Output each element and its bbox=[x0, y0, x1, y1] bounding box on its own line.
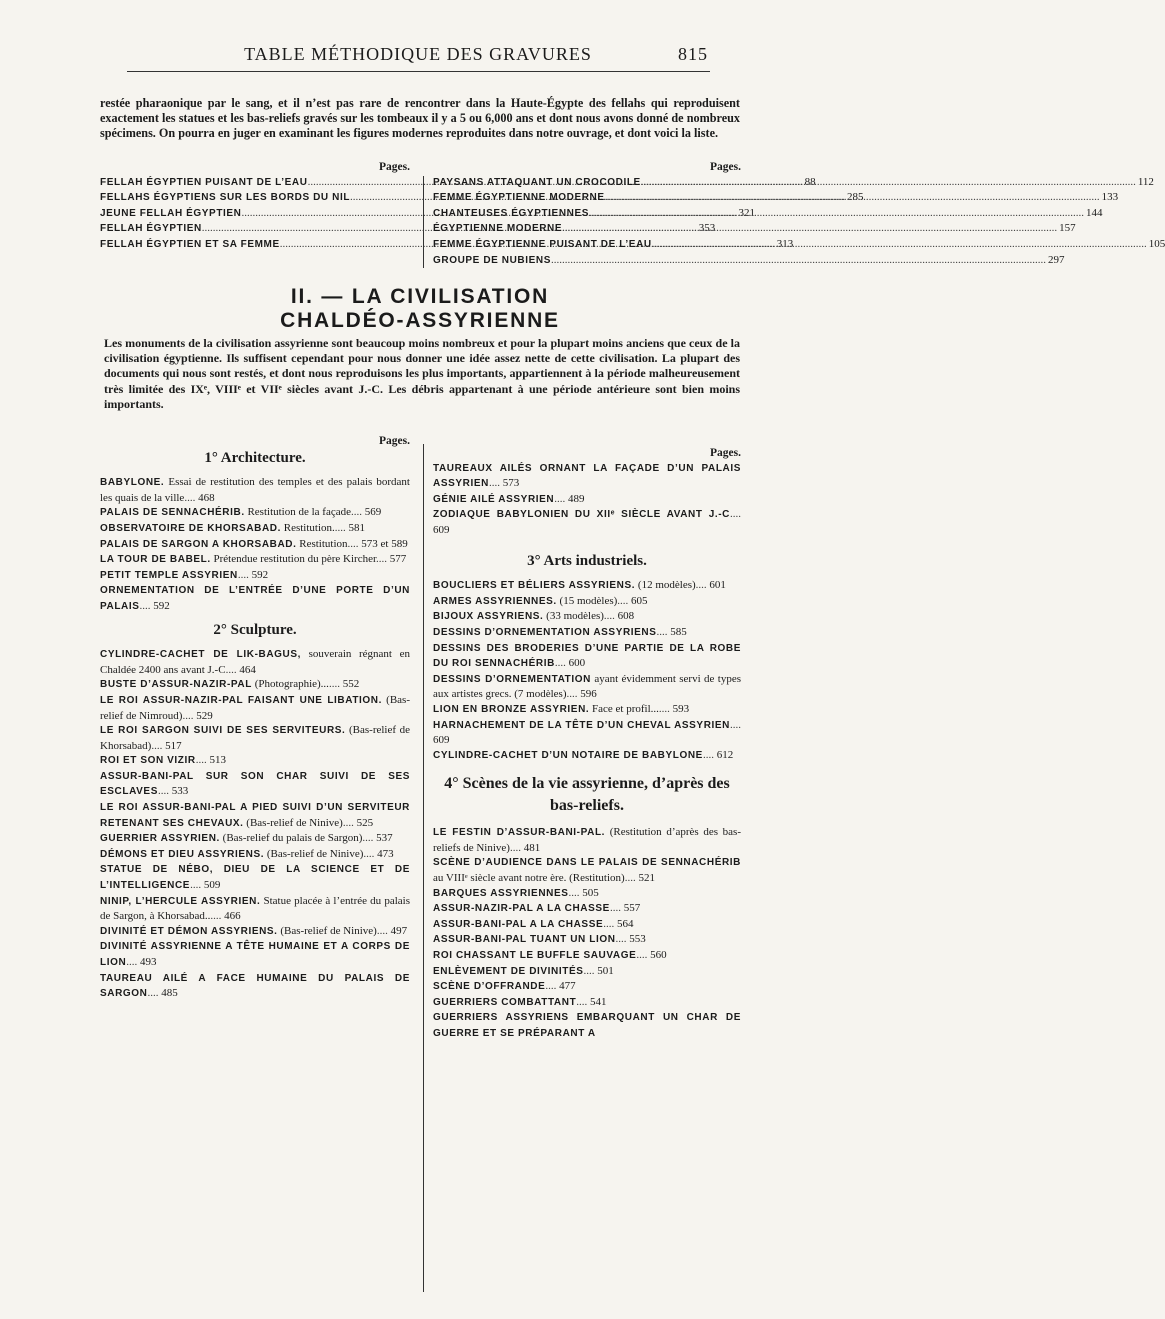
leader-dots: .... bbox=[195, 754, 207, 767]
leader-dots: .... bbox=[730, 718, 741, 731]
entry-description: (Bas-relief de Ninive) bbox=[243, 816, 343, 829]
running-title: TABLE MÉTHODIQUE DES GRAVURES bbox=[244, 44, 592, 64]
entry-page: 517 bbox=[162, 739, 182, 752]
entry-page: 553 bbox=[626, 933, 646, 946]
entry-title: ÉGYPTIENNE MODERNE bbox=[433, 223, 563, 235]
entry-page: 560 bbox=[647, 949, 667, 962]
leader-dots: .... bbox=[617, 594, 629, 607]
list-item bbox=[100, 537, 410, 553]
leader-dots: .... bbox=[545, 980, 557, 993]
entry-page: 133 bbox=[1101, 191, 1119, 204]
entry-page: 112 bbox=[1137, 175, 1154, 188]
entry-page: 569 bbox=[362, 506, 382, 519]
entry-page: 144 bbox=[1086, 206, 1103, 219]
entry-page: 592 bbox=[248, 568, 269, 581]
entry-title: ARMES ASSYRIENNES. bbox=[433, 595, 557, 607]
leader-dots: .... bbox=[603, 610, 615, 623]
list-item bbox=[433, 641, 741, 672]
entry-description: (Restitution d’après des bas-reliefs de Ninive) bbox=[433, 826, 741, 854]
list-item bbox=[100, 723, 410, 753]
leader-dots: .... bbox=[568, 886, 580, 899]
entry-page: 509 bbox=[201, 879, 221, 892]
right-column bbox=[433, 446, 741, 1042]
list-item bbox=[100, 769, 410, 800]
entry-page: 466 bbox=[221, 910, 241, 923]
entry-title: LE ROI ASSUR-BANI-PAL A PIED SUIVI D’UN SERVITEUR RETENANT SES CHEVAUX. bbox=[100, 802, 410, 829]
entry-title: DIVINITÉ ET DÉMON ASSYRIENS. bbox=[100, 925, 278, 937]
leader-dots: .... bbox=[147, 987, 159, 1000]
entry-description: (Bas-relief du palais de Sargon) bbox=[219, 832, 363, 845]
list-item bbox=[433, 855, 741, 885]
pages-label: Pages. bbox=[379, 435, 410, 447]
entry-title: BABYLONE. bbox=[100, 477, 165, 489]
entry-title: ASSUR-NAZIR-PAL A LA CHASSE bbox=[433, 903, 610, 915]
entry-title: CYLINDRE-CACHET DE LIK-BAGUS, bbox=[100, 649, 302, 661]
entry-page: 525 bbox=[353, 816, 374, 829]
leader-dots: .... bbox=[126, 956, 138, 968]
entry-title: FELLAH ÉGYPTIEN ET SA FEMME bbox=[100, 238, 280, 250]
entry-page: 313 bbox=[776, 237, 794, 250]
entry-page: 464 bbox=[236, 663, 256, 676]
leader-dots: .... bbox=[509, 841, 521, 854]
column-divider bbox=[423, 444, 424, 1292]
entry-page: 537 bbox=[373, 832, 393, 845]
entry-page: 353 bbox=[698, 222, 716, 235]
page-number: 815 bbox=[678, 44, 708, 64]
entry-page: 477 bbox=[556, 980, 576, 993]
entry-title: DESSINS D’ORNEMENTATION bbox=[433, 673, 591, 685]
entry-title: ZODIAQUE BABYLONIEN DU XIIᵉ SIÈCLE AVANT J.-C bbox=[433, 509, 730, 521]
leader-dots: .... bbox=[363, 847, 375, 860]
list-item bbox=[433, 932, 741, 948]
leader-dots: .... bbox=[157, 785, 169, 798]
entry-title: TAUREAUX AILÉS ORNANT LA FAÇADE D’UN PALAIS ASSYRIEN bbox=[433, 462, 741, 490]
pages-label: Pages. bbox=[710, 161, 741, 173]
entry-description: (33 modèles) bbox=[543, 610, 604, 623]
entry-title: LE FESTIN D’ASSUR-BANI-PAL. bbox=[433, 827, 606, 839]
entry-description: Essai de restitution des temples et des palais bordant les quais de la ville bbox=[100, 476, 410, 504]
list-item bbox=[100, 583, 410, 614]
list-item bbox=[433, 507, 741, 537]
entry-page: 564 bbox=[614, 917, 634, 930]
list-item bbox=[433, 625, 741, 641]
sculpture-list bbox=[100, 647, 410, 1002]
list-item bbox=[433, 917, 741, 933]
entry-title: TAUREAU AILÉ A FACE HUMAINE DU PALAIS DE SARGON bbox=[100, 972, 410, 1000]
entry-title: LE ROI ASSUR-NAZIR-PAL FAISANT UNE LIBATION. bbox=[100, 694, 382, 706]
entry-title: LA TOUR DE BABEL. bbox=[100, 554, 211, 566]
entry-title: ASSUR-BANI-PAL SUR SON CHAR SUIVI DE SES ESCLAVES bbox=[100, 770, 410, 798]
list-item bbox=[433, 1010, 741, 1041]
entry-page: 468 bbox=[195, 491, 215, 504]
entry-title: FELLAH ÉGYPTIEN bbox=[100, 223, 202, 235]
leader-dots: .... bbox=[554, 492, 566, 505]
entry-description: (Bas-relief de Ninive) bbox=[264, 847, 364, 860]
entry-title: FEMME ÉGYPTIENNE MODERNE bbox=[433, 192, 605, 204]
entry-title: PALAIS DE SENNACHÉRIB. bbox=[100, 507, 245, 519]
entry-page: 485 bbox=[158, 987, 178, 1000]
leader-dots bbox=[551, 253, 1046, 268]
entry-title: PAYSANS ATTAQUANT UN CROCODILE bbox=[433, 176, 641, 188]
entry-title: BUSTE D’ASSUR-NAZIR-PAL bbox=[100, 679, 252, 691]
list-item bbox=[100, 475, 410, 505]
section-title: II. — LA CIVILISATION CHALDÉO-ASSYRIENNE bbox=[280, 285, 560, 332]
entry-page: 612 bbox=[713, 748, 734, 761]
list-item bbox=[433, 979, 741, 995]
entry-page: 505 bbox=[579, 886, 599, 899]
entry-description: (15 modèles) bbox=[556, 594, 618, 607]
architecture-heading: 1° Architecture. bbox=[204, 449, 306, 466]
entry-page: 600 bbox=[565, 657, 586, 670]
list-item bbox=[433, 995, 741, 1011]
entry-title: ASSUR-BANI-PAL TUANT UN LION bbox=[433, 934, 616, 946]
leader-dots: .... bbox=[583, 964, 595, 977]
entry-page: 592 bbox=[150, 599, 170, 612]
entry-description: (Bas-relief de Nimroud) bbox=[100, 693, 410, 722]
entry-title: LE ROI SARGON SUIVI DE SES SERVITEURS. bbox=[100, 725, 346, 737]
entry-title: GÉNIE AILÉ ASSYRIEN bbox=[433, 493, 555, 505]
entry-title: FELLAHS ÉGYPTIENS SUR LES BORDS DU NIL bbox=[100, 192, 351, 204]
entry-title: ROI ET SON VIZIR bbox=[100, 755, 196, 767]
entry-page: 481 bbox=[520, 841, 541, 854]
entry-title: PALAIS DE SARGON A KHORSABAD. bbox=[100, 538, 297, 550]
entry-page: 501 bbox=[594, 964, 614, 977]
entry-title: PETIT TEMPLE ASSYRIEN bbox=[100, 569, 238, 581]
entry-page: 609 bbox=[433, 523, 450, 536]
entry-page: 573 bbox=[499, 477, 520, 490]
entry-page: 489 bbox=[565, 492, 585, 505]
leader-dots: .... bbox=[566, 688, 578, 701]
list-item bbox=[433, 672, 741, 702]
entry-description: au VIIIᵉ siècle avant notre ère. (Restitution) bbox=[433, 872, 625, 885]
leader-dots: .... bbox=[347, 537, 359, 550]
entry-page: 297 bbox=[1048, 253, 1065, 266]
entry-description: Restitution. bbox=[281, 521, 335, 534]
sculpture-heading: 2° Sculpture. bbox=[213, 621, 297, 638]
leader-dots: .... bbox=[376, 553, 388, 566]
leader-dots bbox=[641, 175, 1136, 190]
entry-title: BOUCLIERS ET BÉLIERS ASSYRIENS. bbox=[433, 580, 636, 592]
entry-description: Restitution bbox=[296, 537, 348, 550]
entry-title: GUERRIERS ASSYRIENS EMBARQUANT UN CHAR DE GUERRE ET SE PRÉPARANT A bbox=[433, 1012, 741, 1039]
leader-dots: .... bbox=[225, 663, 237, 676]
list-item bbox=[100, 568, 410, 584]
section-intro: Les monuments de la civilisation assyrienne sont beaucoup moins nombreux et pour la plupart moins anciens que ceux de la civilisation égyptienne. Ils suffisent cependant pour nous donner une idée assez nette de cette civilisation. La plupart des documents qui nous sont restés, et dont nous reproduisons les plus importants, appartiennent à la période malheureusement très limitée des IXᵉ, VIIIᵉ et VIIᵉ siècles avant J.-C. Les débris appartenant à une période antérieure sont bien moins importants. bbox=[104, 336, 740, 411]
leader-dots: .... bbox=[184, 491, 196, 504]
list-item bbox=[100, 521, 410, 537]
entry-title: FEMME ÉGYPTIENNE PUISANT DE L’EAU bbox=[433, 238, 652, 250]
list-item bbox=[433, 253, 1065, 269]
entry-title: CHANTEUSES ÉGYPTIENNES bbox=[433, 207, 590, 219]
leader-dots: .... bbox=[334, 521, 346, 534]
list-item bbox=[100, 831, 410, 847]
leader-dots bbox=[652, 237, 1147, 252]
architecture-list bbox=[100, 475, 410, 614]
leader-dots: .... bbox=[376, 924, 388, 937]
entry-title: NINIP, L’HERCULE ASSYRIEN. bbox=[100, 895, 261, 907]
entry-title: JEUNE FELLAH ÉGYPTIEN bbox=[100, 207, 242, 219]
leader-dots: .... bbox=[554, 657, 566, 670]
list-item bbox=[433, 964, 741, 980]
entry-title: GROUPE DE NUBIENS bbox=[433, 254, 551, 266]
leader-dots: .... bbox=[362, 832, 374, 845]
entry-title: ENLÈVEMENT DE DIVINITÉS bbox=[433, 965, 584, 977]
list-item bbox=[100, 971, 410, 1002]
entry-title: GUERRIER ASSYRIEN. bbox=[100, 833, 220, 845]
list-item bbox=[433, 221, 1076, 237]
entry-page: 285 bbox=[847, 191, 864, 204]
leader-dots bbox=[605, 190, 1100, 205]
entry-title: GUERRIERS COMBATTANT bbox=[433, 996, 577, 1008]
list-item bbox=[433, 748, 741, 764]
list-item bbox=[433, 461, 741, 492]
pages-label: Pages. bbox=[710, 447, 741, 459]
list-item bbox=[433, 492, 741, 508]
leader-dots: .... bbox=[351, 506, 362, 519]
entry-description: souverain régnant en Chaldée 2400 ans avant J.-C bbox=[100, 648, 410, 676]
entry-title: SCÈNE D’OFFRANDE bbox=[433, 981, 546, 993]
intro-paragraph: restée pharaonique par le sang, et il n’est pas rare de rencontrer dans la Haute-Égypte des fellahs qui reproduisent exactement les statues et les bas-reliefs gravés sur les tombeaux il y a 5 ou 6,000 ans et dont nous avons donné de nombreux spécimens. On pourra en juger en examinant les figures modernes reproduites dans notre ouvrage, et dont voici la liste. bbox=[100, 96, 740, 141]
entry-page: 609 bbox=[433, 734, 450, 747]
entry-description: (Photographie)... bbox=[251, 678, 329, 691]
entry-page: 541 bbox=[587, 995, 607, 1008]
leader-dots bbox=[562, 221, 1057, 236]
leader-dots: .... bbox=[636, 949, 648, 962]
entry-page: 573 et 589 bbox=[358, 537, 408, 550]
entry-title: ROI CHASSANT LE BUFFLE SAUVAGE bbox=[433, 950, 637, 962]
list-item bbox=[433, 948, 741, 964]
list-item bbox=[100, 800, 410, 831]
leader-dots: .... bbox=[695, 579, 707, 592]
entry-page: 157 bbox=[1059, 222, 1076, 235]
entry-page: 521 bbox=[635, 872, 655, 885]
list-item bbox=[433, 718, 741, 748]
list-item bbox=[100, 894, 410, 924]
leader-dots bbox=[589, 206, 1084, 221]
entry-title: OBSERVATOIRE DE KHORSABAD. bbox=[100, 522, 281, 534]
entry-page: 473 bbox=[374, 847, 394, 860]
entry-page: 605 bbox=[628, 594, 648, 607]
leader-dots: .... bbox=[609, 902, 621, 915]
list-item bbox=[100, 862, 410, 893]
entry-title: FELLAH ÉGYPTIEN PUISANT DE L’EAU bbox=[100, 176, 308, 188]
leader-dots: .... bbox=[342, 816, 354, 829]
entry-title: DÉMONS ET DIEU ASSYRIENS. bbox=[100, 848, 265, 860]
leader-dots: .... bbox=[139, 599, 151, 612]
entry-page: 585 bbox=[667, 625, 687, 638]
entry-description: Restitution de la façade bbox=[244, 506, 351, 519]
list-item bbox=[433, 702, 741, 718]
entry-page: 513 bbox=[206, 754, 226, 767]
list-item bbox=[433, 594, 741, 610]
entry-page: 608 bbox=[614, 610, 635, 623]
list-item bbox=[100, 753, 410, 769]
leader-dots: .... bbox=[615, 933, 627, 946]
scenes-heading: 4° Scènes de la vie assyrienne, d’après des bas-reliefs. bbox=[444, 775, 730, 815]
leader-dots: .... bbox=[603, 917, 615, 930]
entry-page: 529 bbox=[193, 709, 213, 722]
column-divider bbox=[423, 176, 424, 268]
entry-title: CYLINDRE-CACHET D’UN NOTAIRE DE BABYLONE bbox=[433, 749, 703, 761]
leader-dots: .... bbox=[576, 995, 588, 1008]
leader-dots: .... bbox=[182, 709, 194, 722]
entry-title: ORNEMENTATION DE L’ENTRÉE D’UNE PORTE D’UN PALAIS bbox=[100, 585, 410, 612]
top-list bbox=[433, 461, 741, 538]
list-item bbox=[100, 552, 410, 568]
list-item bbox=[100, 847, 410, 863]
list-item bbox=[433, 825, 741, 855]
entry-title: DIVINITÉ ASSYRIENNE A TÊTE HUMAINE ET A CORPS DE LION bbox=[100, 941, 410, 968]
list-item bbox=[433, 886, 741, 902]
list-item bbox=[100, 939, 410, 970]
page-header bbox=[128, 40, 708, 70]
leader-dots: .... bbox=[702, 748, 714, 761]
leader-dots: .... bbox=[328, 678, 340, 691]
entry-description: (Bas-relief de Khorsabad) bbox=[100, 724, 410, 752]
header-rule bbox=[127, 71, 710, 72]
entry-description: Prétendue restitution du père Kircher bbox=[210, 553, 377, 566]
entry-page: 593 bbox=[669, 702, 690, 715]
entry-page: 533 bbox=[168, 785, 189, 798]
entry-title: BIJOUX ASSYRIENS. bbox=[433, 611, 544, 623]
list-item bbox=[433, 901, 741, 917]
scenes-list bbox=[433, 825, 741, 1041]
entry-page: 552 bbox=[339, 678, 360, 691]
leader-dots: .... bbox=[730, 508, 741, 521]
entry-title: HARNACHEMENT DE LA TÊTE D’UN CHEVAL ASSYRIEN bbox=[433, 719, 730, 731]
arts-list bbox=[433, 578, 741, 763]
entry-page: 596 bbox=[577, 688, 597, 701]
leader-dots: .... bbox=[151, 739, 163, 752]
entry-title: BARQUES ASSYRIENNES bbox=[433, 887, 569, 899]
leader-dots: .... bbox=[237, 568, 249, 581]
entry-page: 577 bbox=[387, 553, 407, 566]
entry-title: SCÈNE D’AUDIENCE DANS LE PALAIS DE SENNACHÉRIB bbox=[433, 857, 741, 869]
entry-description: (Bas-relief de Ninive) bbox=[277, 924, 377, 937]
entry-title: LION EN BRONZE ASSYRIEN. bbox=[433, 703, 590, 715]
entry-description: (12 modèles) bbox=[635, 579, 696, 592]
entry-title: ASSUR-BANI-PAL A LA CHASSE bbox=[433, 918, 604, 930]
entry-page: 557 bbox=[620, 902, 641, 915]
entry-description: Statue placée à l’entrée du palais de Sargon, à Khorsabad.. bbox=[100, 894, 410, 923]
arts-heading: 3° Arts industriels. bbox=[527, 552, 647, 569]
leader-dots: .... bbox=[656, 625, 668, 638]
entry-page: 321 bbox=[738, 206, 756, 219]
entry-description: ayant évidemment servi de types aux artistes grecs. (7 modèles) bbox=[433, 672, 741, 701]
entry-title: DESSINS DES BRODERIES D’UNE PARTIE DE LA ROBE DU ROI SENNACHÉRIB bbox=[433, 642, 741, 670]
entry-description: Face et profil... bbox=[589, 702, 659, 715]
entry-page: 497 bbox=[387, 924, 408, 937]
list-item bbox=[100, 505, 410, 521]
list-item bbox=[100, 677, 410, 693]
list-item bbox=[433, 578, 741, 594]
leader-dots: .... bbox=[488, 477, 500, 490]
list-item bbox=[433, 609, 741, 625]
entry-title: DESSINS D’ORNEMENTATION ASSYRIENS bbox=[433, 626, 657, 638]
leader-dots: .... bbox=[624, 872, 636, 885]
leader-dots: .... bbox=[210, 910, 222, 923]
leader-dots: .... bbox=[190, 879, 202, 892]
list-item bbox=[100, 693, 410, 723]
entry-page: 493 bbox=[137, 956, 157, 968]
entry-title: STATUE DE NÉBO, DIEU DE LA SCIENCE ET DE L’INTELLIGENCE bbox=[100, 864, 410, 892]
left-column bbox=[100, 434, 410, 1002]
entry-page: 601 bbox=[706, 579, 726, 592]
list-item bbox=[100, 924, 410, 940]
leader-dots: .... bbox=[658, 702, 670, 715]
entry-page: 581 bbox=[345, 521, 366, 534]
list-item bbox=[100, 647, 410, 677]
entry-page: 105 bbox=[1148, 237, 1165, 250]
pages-label: Pages. bbox=[379, 161, 410, 173]
entry-page: 88 bbox=[804, 175, 816, 188]
